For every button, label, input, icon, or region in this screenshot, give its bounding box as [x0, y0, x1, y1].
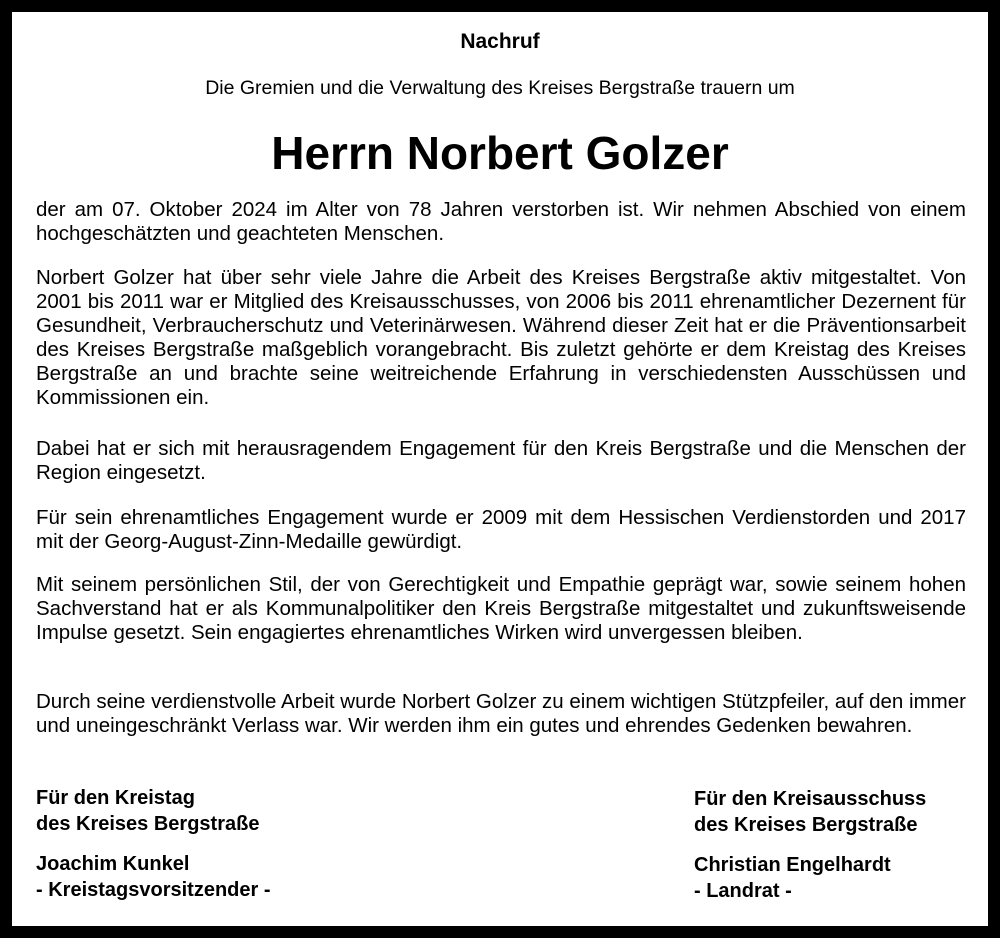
paragraph-character: Mit seinem persönlichen Stil, der von Gerechtigkeit und Empathie geprägt war, sowie seinem hohen Sachverstand hat er als Kommunalpolitiker den Kreis Bergstraße mitgestaltet und zukunftsweisende Impulse gesetzt. Sein engagiertes ehrenamtliches Wirken wird unvergessen bleiben.: [36, 573, 966, 644]
paragraph-honors: Für sein ehrenamtliches Engagement wurde er 2009 mit dem Hessischen Verdienstorden und 2017 mit der Georg-August-Zinn-Medaille gewürdigt.: [36, 506, 966, 553]
intro-line: Die Gremien und die Verwaltung des Kreises Bergstraße trauern um: [205, 77, 795, 99]
signature-right-org-line2: des Kreises Bergstraße: [694, 814, 918, 836]
paragraph-death-notice: der am 07. Oktober 2024 im Alter von 78 Jahren verstorben ist. Wir nehmen Abschied von einem hochgeschätzten und geachteten Menschen.: [36, 198, 966, 245]
signature-right-role: - Landrat -: [694, 880, 792, 902]
signature-right-organization: [694, 786, 926, 838]
deceased-name: Herrn Norbert Golzer: [271, 127, 729, 179]
signature-left-org-line1: Für den Kreistag: [36, 787, 195, 809]
signature-right-person: [694, 852, 891, 904]
signature-left-organization: [36, 785, 259, 837]
paragraph-remembrance: Durch seine verdienstvolle Arbeit wurde Norbert Golzer zu einem wichtigen Stützpfeiler, auf den immer und uneingeschränkt Verlass war. Wir werden ihm ein gutes und ehrendes Gedenken bewahren.: [36, 690, 966, 737]
signature-left-org-line2: des Kreises Bergstraße: [36, 813, 260, 835]
obituary-heading: Nachruf: [460, 30, 540, 53]
paragraph-career: Norbert Golzer hat über sehr viele Jahre die Arbeit des Kreises Bergstraße aktiv mitgestaltet. Von 2001 bis 2011 war er Mitglied des Kreisausschusses, von 2006 bis 2011 ehrenamtlicher Dezernent für Gesundheit, Verbraucherschutz und Veterinärwesen. Während dieser Zeit hat er die Präventionsarbeit des Kreises Bergstraße maßgeblich vorangebracht. Bis zuletzt gehörte er dem Kreistag des Kreises Bergstraße an und brachte seine weitreichende Erfahrung in verschiedensten Ausschüssen und Kommissionen ein.: [36, 266, 966, 409]
signature-right-org-line1: Für den Kreisausschuss: [694, 788, 927, 810]
signature-left-person: [36, 851, 271, 903]
signature-right-name: Christian Engelhardt: [694, 854, 891, 876]
paragraph-engagement: Dabei hat er sich mit herausragendem Engagement für den Kreis Bergstraße und die Menschen der Region eingesetzt.: [36, 437, 966, 484]
signature-left-role: - Kreistagsvorsitzender -: [36, 879, 271, 901]
signature-left-name: Joachim Kunkel: [36, 853, 190, 875]
